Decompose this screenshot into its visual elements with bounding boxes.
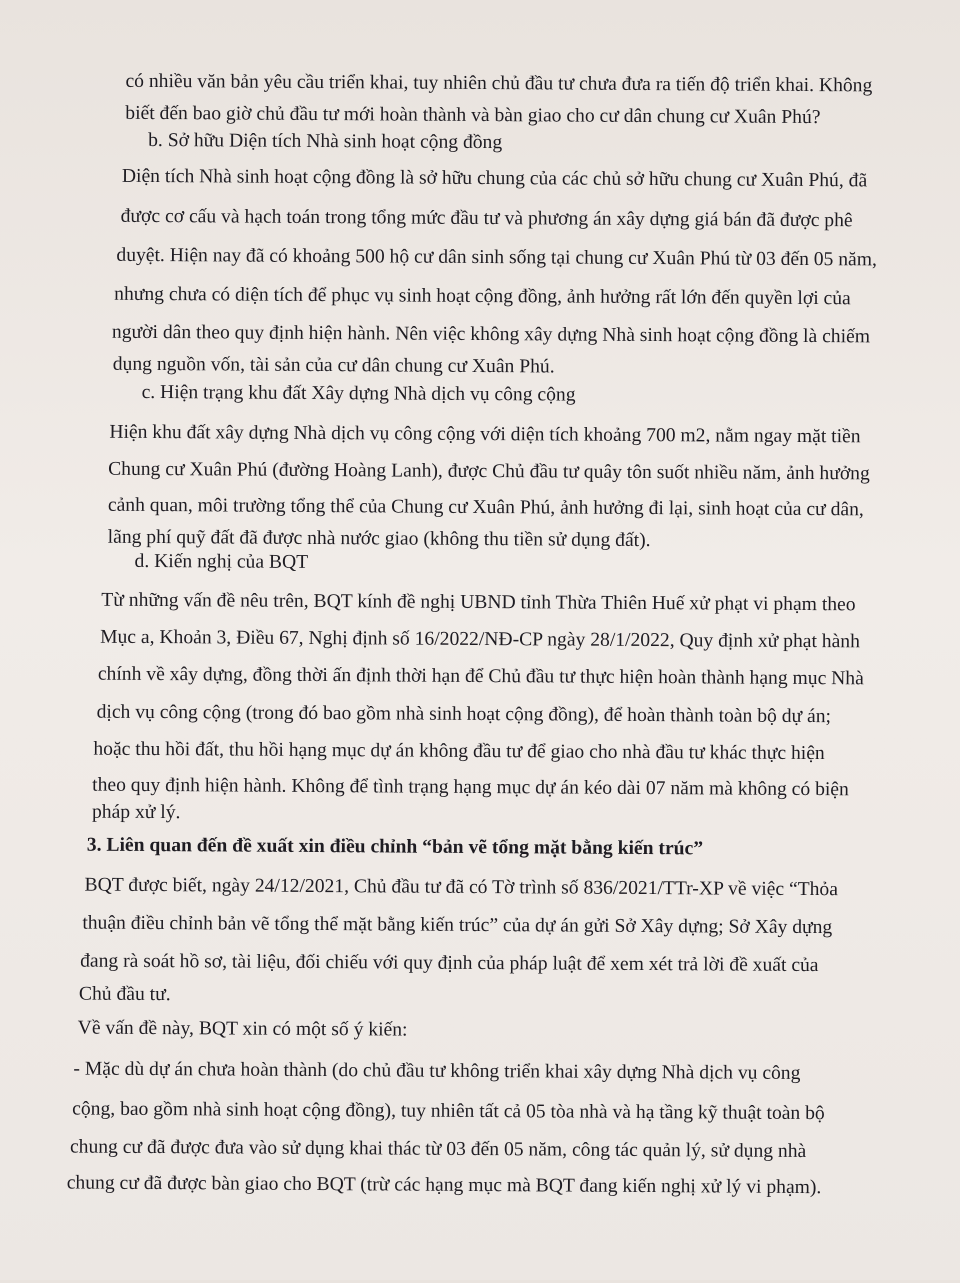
subheading-b: b. Sở hữu Diện tích Nhà sinh hoạt cộng đồng [148,129,503,154]
body-line: cộng, bao gồm nhà sinh hoạt cộng đồng), tuy nhiên tất cả 05 tòa nhà và hạ tầng kỹ thuật toàn bộ [72,1098,825,1125]
body-line: Chủ đầu tư. [78,983,171,1006]
body-line: BQT được biết, ngày 24/12/2021, Chủ đầu tư đã có Tờ trình số 836/2021/TTr-XP về việc “Thỏa [84,874,839,901]
body-line: Mục a, Khoản 3, Điều 67, Nghị định số 16/2022/NĐ-CP ngày 28/1/2022, Quy định xử phạt hành [100,626,860,653]
section-heading-3: 3. Liên quan đến đề xuất xin điều chỉnh “bản vẽ tổng mặt bằng kiến trúc” [86,834,704,860]
body-line: được cơ cấu và hạch toán trong tổng mức đầu tư và phương án xây dựng giá bán đã được phê [120,205,853,232]
body-line: duyệt. Hiện nay đã có khoảng 500 hộ cư dân sinh sống tại chung cư Xuân Phú từ 03 đến 05 năm, [116,244,877,271]
body-line: lãng phí quỹ đất đã được nhà nước giao (không thu tiền sử dụng đất). [107,526,651,552]
body-line: hoặc thu hồi đất, thu hồi hạng mục dự án không đầu tư để giao cho nhà đầu tư khác thực hiện [93,738,825,765]
body-line: chính về xây dựng, đồng thời ấn định thời hạn để Chủ đầu tư thực hiện hoàn thành hạng mục Nhà [97,663,864,690]
body-line: cảnh quan, môi trường tổng thể của Chung cư Xuân Phú, ảnh hưởng đi lại, sinh hoạt của cư dân, [107,494,864,521]
body-line: chung cư đã được đưa vào sử dụng khai thác từ 03 đến 05 năm, công tác quản lý, sử dụng nhà [69,1136,807,1163]
bullet-line: - Mặc dù dự án chưa hoàn thành (do chủ đầu tư không triển khai xây dựng Nhà dịch vụ công [73,1058,801,1084]
body-line: đang rà soát hồ sơ, tài liệu, đối chiếu với quy định của pháp luật để xem xét trả lời đề xuất của [80,950,819,977]
body-line: Từ những vấn đề nêu trên, BQT kính đề nghị UBND tỉnh Thừa Thiên Huế xử phạt vi phạm theo [101,589,856,616]
body-line: Hiện khu đất xây dựng Nhà dịch vụ công cộng với diện tích khoảng 700 m2, nằm ngay mặt tiền [109,421,861,448]
body-line: Diện tích Nhà sinh hoạt cộng đồng là sở hữu chung của các chủ sở hữu chung cư Xuân Phú, đã [121,165,868,192]
body-line: nhưng chưa có diện tích để phục vụ sinh hoạt cộng đồng, ảnh hưởng rất lớn đến quyền lợi của [114,283,851,310]
body-line: chung cư đã được bàn giao cho BQT (trừ các hạng mục mà BQT đang kiến nghị xử lý vi phạm). [66,1172,822,1199]
body-line: Về vấn đề này, BQT xin có một số ý kiến: [77,1017,408,1041]
body-line: Chung cư Xuân Phú (đường Hoàng Lanh), được Chủ đầu tư quây tôn suốt nhiều năm, ảnh hưởng [108,458,870,485]
subheading-d: d. Kiến nghị của BQT [134,550,309,573]
body-line: dịch vụ công cộng (trong đó bao gồm nhà sinh hoạt cộng đồng), để hoàn thành toàn bộ dự án; [96,701,832,728]
body-line: theo quy định hiện hành. Không để tình trạng hạng mục dự án kéo dài 07 năm mà không có biện [92,774,849,801]
body-line: có nhiều văn bản yêu cầu triển khai, tuy nhiên chủ đầu tư chưa đưa ra tiến độ triển khai. Không [125,70,873,97]
body-line: người dân theo quy định hiện hành. Nên việc không xây dựng Nhà sinh hoạt cộng đồng là chiếm [111,321,871,348]
subheading-c: c. Hiện trạng khu đất Xây dựng Nhà dịch vụ công cộng [141,381,576,406]
body-line: thuận điều chỉnh bản vẽ tổng thể mặt bằng kiến trúc” của dự án gửi Sở Xây dựng; Sở Xây dựng [82,912,833,939]
body-line: pháp xử lý. [91,801,181,824]
body-line: biết đến bao giờ chủ đầu tư mới hoàn thành và bàn giao cho cư dân chung cư Xuân Phú? [125,102,821,129]
body-line: dụng nguồn vốn, tài sản của cư dân chung cư Xuân Phú. [112,353,555,378]
